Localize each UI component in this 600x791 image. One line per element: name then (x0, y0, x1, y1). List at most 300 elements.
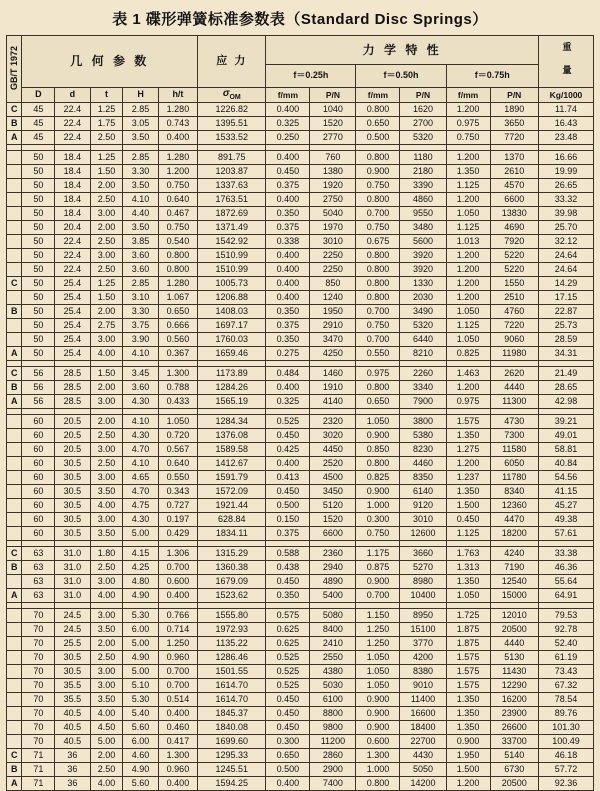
cell-H: 5.10 (123, 679, 158, 693)
cell-h-over-t: 0.960 (158, 763, 198, 777)
cell-H: 6.00 (123, 623, 158, 637)
cell-f-050: 0.700 (356, 333, 400, 347)
cell-d: 40.5 (55, 721, 90, 735)
cell-p-075: 1890 (490, 103, 538, 117)
cell-f-025: 0.400 (266, 249, 310, 263)
class-cell (7, 443, 22, 457)
loadcase-f025: f＝0.25h (266, 65, 356, 87)
cell-h-over-t: 0.567 (158, 443, 198, 457)
cell-p-050: 3010 (400, 513, 446, 527)
cell-f-050: 1.050 (356, 651, 400, 665)
cell-D: 63 (22, 575, 55, 589)
cell-weight: 24.64 (538, 249, 593, 263)
class-cell (7, 707, 22, 721)
cell-h-over-t: 0.666 (158, 319, 198, 333)
cell-H: 3.60 (123, 249, 158, 263)
cell-t: 3.50 (90, 527, 123, 541)
cell-weight: 16.66 (538, 151, 593, 165)
class-cell (7, 485, 22, 499)
class-cell: B (7, 381, 22, 395)
cell-f-025: 0.325 (266, 395, 310, 409)
cell-f-025: 0.350 (266, 333, 310, 347)
cell-t: 4.00 (90, 589, 123, 603)
cell-f-050: 1.250 (356, 637, 400, 651)
cell-f-025: 0.350 (266, 305, 310, 319)
cell-f-025: 0.500 (266, 499, 310, 513)
cell-h-over-t: 1.067 (158, 291, 198, 305)
cell-sigma-om: 1614.70 (198, 693, 266, 707)
cell-h-over-t: 1.280 (158, 277, 198, 291)
cell-D: 50 (22, 165, 55, 179)
cell-weight: 45.27 (538, 499, 593, 513)
cell-p-025: 6100 (310, 693, 356, 707)
cell-p-025: 1970 (310, 221, 356, 235)
cell-p-075: 12540 (490, 575, 538, 589)
cell-D: 50 (22, 235, 55, 249)
cell-H: 4.90 (123, 651, 158, 665)
cell-p-050: 8980 (400, 575, 446, 589)
cell-sigma-om: 1763.51 (198, 193, 266, 207)
cell-D: 70 (22, 665, 55, 679)
cell-D: 63 (22, 589, 55, 603)
col-p-025: P/N (310, 87, 356, 103)
cell-weight: 100.49 (538, 735, 593, 749)
header-row-groups (7, 36, 594, 65)
class-cell: B (7, 117, 22, 131)
cell-sigma-om: 1203.87 (198, 165, 266, 179)
cell-weight: 40.84 (538, 457, 593, 471)
cell-f-075: 1.200 (446, 193, 490, 207)
col-h-over-t: h/t (158, 87, 198, 103)
cell-f-050: 0.975 (356, 367, 400, 381)
cell-p-025: 4380 (310, 665, 356, 679)
cell-sigma-om: 1135.22 (198, 637, 266, 651)
cell-p-075: 4730 (490, 415, 538, 429)
cell-d: 30.5 (55, 513, 90, 527)
class-cell: C (7, 277, 22, 291)
cell-p-050: 4200 (400, 651, 446, 665)
cell-t: 3.50 (90, 623, 123, 637)
cell-t: 1.25 (90, 151, 123, 165)
cell-h-over-t: 0.343 (158, 485, 198, 499)
cell-D: 50 (22, 333, 55, 347)
group-header-mechanics: 力 学 特 性 (266, 36, 539, 65)
class-cell (7, 679, 22, 693)
cell-D: 50 (22, 291, 55, 305)
cell-f-075: 1.237 (446, 471, 490, 485)
cell-f-050: 1.050 (356, 415, 400, 429)
cell-sigma-om: 1760.03 (198, 333, 266, 347)
cell-p-025: 4890 (310, 575, 356, 589)
cell-f-075: 1.575 (446, 651, 490, 665)
cell-d: 40.5 (55, 735, 90, 749)
cell-p-050: 10400 (400, 589, 446, 603)
cell-sigma-om: 1565.19 (198, 395, 266, 409)
table-row (7, 263, 594, 277)
cell-p-025: 4450 (310, 443, 356, 457)
cell-f-075: 1.200 (446, 277, 490, 291)
cell-h-over-t: 0.467 (158, 207, 198, 221)
cell-weight: 22.87 (538, 305, 593, 319)
cell-sigma-om: 1226.82 (198, 103, 266, 117)
cell-f-075: 1.125 (446, 179, 490, 193)
cell-H: 4.10 (123, 193, 158, 207)
cell-d: 25.4 (55, 333, 90, 347)
cell-f-025: 0.275 (266, 347, 310, 361)
cell-H: 5.30 (123, 609, 158, 623)
cell-weight: 67.32 (538, 679, 593, 693)
cell-D: 70 (22, 637, 55, 651)
table-row (7, 221, 594, 235)
cell-D: 50 (22, 277, 55, 291)
cell-p-075: 11780 (490, 471, 538, 485)
cell-f-025: 0.588 (266, 547, 310, 561)
cell-p-075: 6730 (490, 763, 538, 777)
cell-p-075: 12290 (490, 679, 538, 693)
cell-sigma-om: 1510.99 (198, 249, 266, 263)
cell-t: 3.00 (90, 679, 123, 693)
cell-p-050: 5050 (400, 763, 446, 777)
cell-f-025: 0.450 (266, 707, 310, 721)
cell-sigma-om: 1315.29 (198, 547, 266, 561)
cell-f-050: 0.650 (356, 395, 400, 409)
cell-p-075: 6050 (490, 457, 538, 471)
col-f-050: f/mm (356, 87, 400, 103)
cell-weight: 54.56 (538, 471, 593, 485)
cell-f-025: 0.484 (266, 367, 310, 381)
cell-f-025: 0.575 (266, 609, 310, 623)
cell-f-075: 1.350 (446, 575, 490, 589)
cell-p-075: 33700 (490, 735, 538, 749)
cell-p-075: 5220 (490, 263, 538, 277)
cell-D: 71 (22, 777, 55, 791)
cell-f-050: 1.000 (356, 499, 400, 513)
cell-D: 70 (22, 707, 55, 721)
cell-H: 2.85 (123, 151, 158, 165)
standard-label: GB/T 1972 (8, 45, 19, 90)
cell-f-075: 1.763 (446, 547, 490, 561)
cell-p-025: 1520 (310, 117, 356, 131)
cell-h-over-t: 0.400 (158, 707, 198, 721)
cell-D: 60 (22, 513, 55, 527)
cell-H: 5.30 (123, 693, 158, 707)
cell-p-050: 5320 (400, 319, 446, 333)
cell-f-025: 0.400 (266, 193, 310, 207)
cell-f-075: 1.350 (446, 429, 490, 443)
cell-D: 60 (22, 443, 55, 457)
cell-H: 5.00 (123, 527, 158, 541)
cell-d: 25.4 (55, 305, 90, 319)
cell-p-025: 5400 (310, 589, 356, 603)
cell-weight: 34.31 (538, 347, 593, 361)
class-cell (7, 735, 22, 749)
cell-f-025: 0.450 (266, 165, 310, 179)
cell-p-075: 1550 (490, 277, 538, 291)
cell-f-050: 1.000 (356, 763, 400, 777)
class-cell: B (7, 763, 22, 777)
cell-H: 5.00 (123, 665, 158, 679)
cell-f-075: 1.575 (446, 665, 490, 679)
cell-p-050: 3920 (400, 249, 446, 263)
cell-p-050: 5600 (400, 235, 446, 249)
cell-weight: 26.65 (538, 179, 593, 193)
cell-d: 18.4 (55, 193, 90, 207)
cell-t: 5.00 (90, 735, 123, 749)
cell-f-025: 0.400 (266, 381, 310, 395)
cell-f-050: 0.800 (356, 277, 400, 291)
cell-f-025: 0.625 (266, 623, 310, 637)
header-row-columns (7, 87, 594, 103)
cell-p-075: 12360 (490, 499, 538, 513)
cell-p-050: 4860 (400, 193, 446, 207)
cell-h-over-t: 1.200 (158, 165, 198, 179)
cell-p-075: 15000 (490, 589, 538, 603)
cell-p-050: 11400 (400, 693, 446, 707)
cell-f-025: 0.325 (266, 117, 310, 131)
class-cell: B (7, 561, 22, 575)
cell-h-over-t: 0.750 (158, 221, 198, 235)
cell-H: 2.85 (123, 103, 158, 117)
cell-p-075: 7720 (490, 131, 538, 145)
cell-p-050: 3800 (400, 415, 446, 429)
cell-h-over-t: 1.050 (158, 415, 198, 429)
cell-weight: 46.18 (538, 749, 593, 763)
cell-sigma-om: 1337.63 (198, 179, 266, 193)
table-row (7, 527, 594, 541)
cell-weight: 28.65 (538, 381, 593, 395)
cell-H: 3.10 (123, 291, 158, 305)
class-cell (7, 665, 22, 679)
cell-d: 24.5 (55, 623, 90, 637)
cell-p-050: 5270 (400, 561, 446, 575)
cell-f-075: 1.200 (446, 263, 490, 277)
cell-weight: 92.36 (538, 777, 593, 791)
cell-f-025: 0.400 (266, 263, 310, 277)
cell-D: 70 (22, 693, 55, 707)
cell-p-050: 1330 (400, 277, 446, 291)
table-row (7, 193, 594, 207)
table-row (7, 367, 594, 381)
cell-t: 2.00 (90, 415, 123, 429)
cell-p-075: 20500 (490, 623, 538, 637)
cell-d: 31.0 (55, 589, 90, 603)
cell-p-050: 8230 (400, 443, 446, 457)
cell-d: 22.4 (55, 249, 90, 263)
cell-d: 30.5 (55, 665, 90, 679)
cell-h-over-t: 1.280 (158, 103, 198, 117)
cell-t: 2.50 (90, 429, 123, 443)
cell-p-050: 12600 (400, 527, 446, 541)
cell-t: 3.00 (90, 249, 123, 263)
cell-p-050: 9550 (400, 207, 446, 221)
col-D: D (22, 87, 55, 103)
cell-H: 4.75 (123, 499, 158, 513)
cell-t: 4.50 (90, 721, 123, 735)
cell-D: 50 (22, 249, 55, 263)
cell-f-050: 0.825 (356, 471, 400, 485)
table-row (7, 735, 594, 749)
table-row (7, 249, 594, 263)
cell-p-050: 5380 (400, 429, 446, 443)
cell-f-050: 0.750 (356, 221, 400, 235)
cell-p-025: 7400 (310, 777, 356, 791)
cell-f-025: 0.350 (266, 207, 310, 221)
cell-h-over-t: 0.400 (158, 777, 198, 791)
cell-h-over-t: 0.650 (158, 305, 198, 319)
col-d: d (55, 87, 90, 103)
cell-d: 22.4 (55, 117, 90, 131)
cell-f-025: 0.450 (266, 693, 310, 707)
cell-d: 18.4 (55, 179, 90, 193)
cell-p-025: 2320 (310, 415, 356, 429)
table-row (7, 623, 594, 637)
cell-D: 70 (22, 721, 55, 735)
cell-t: 1.50 (90, 367, 123, 381)
class-cell (7, 221, 22, 235)
class-cell (7, 151, 22, 165)
cell-d: 30.5 (55, 471, 90, 485)
cell-sigma-om: 1206.88 (198, 291, 266, 305)
cell-d: 18.4 (55, 165, 90, 179)
cell-t: 3.50 (90, 485, 123, 499)
table-row (7, 165, 594, 179)
class-cell (7, 193, 22, 207)
col-p-050: P/N (400, 87, 446, 103)
cell-sigma-om: 1840.08 (198, 721, 266, 735)
cell-d: 30.5 (55, 527, 90, 541)
cell-sigma-om: 1572.09 (198, 485, 266, 499)
cell-d: 31.0 (55, 575, 90, 589)
cell-weight: 101.30 (538, 721, 593, 735)
cell-D: 60 (22, 527, 55, 541)
table-row (7, 485, 594, 499)
table-row (7, 305, 594, 319)
cell-f-075: 1.350 (446, 693, 490, 707)
cell-t: 1.50 (90, 165, 123, 179)
class-cell (7, 429, 22, 443)
cell-t: 3.00 (90, 207, 123, 221)
cell-f-025: 0.250 (266, 131, 310, 145)
cell-f-075: 1.200 (446, 777, 490, 791)
cell-d: 22.4 (55, 131, 90, 145)
cell-h-over-t: 0.429 (158, 527, 198, 541)
cell-D: 50 (22, 305, 55, 319)
cell-f-075: 0.750 (446, 131, 490, 145)
cell-h-over-t: 0.800 (158, 263, 198, 277)
cell-f-025: 0.450 (266, 485, 310, 499)
table-row (7, 499, 594, 513)
table-row (7, 763, 594, 777)
table-row (7, 277, 594, 291)
cell-f-075: 1.050 (446, 333, 490, 347)
table-row (7, 429, 594, 443)
group-header-weight-label: 重 量 (561, 42, 572, 76)
table-row (7, 513, 594, 527)
cell-f-075: 1.013 (446, 235, 490, 249)
cell-t: 2.00 (90, 305, 123, 319)
table-row (7, 347, 594, 361)
cell-f-050: 0.900 (356, 429, 400, 443)
cell-t: 2.50 (90, 651, 123, 665)
cell-f-025: 0.150 (266, 513, 310, 527)
cell-p-075: 2620 (490, 367, 538, 381)
class-cell (7, 637, 22, 651)
class-cell (7, 333, 22, 347)
cell-f-050: 0.900 (356, 721, 400, 735)
cell-p-075: 11980 (490, 347, 538, 361)
cell-d: 20.5 (55, 443, 90, 457)
cell-f-050: 0.300 (356, 513, 400, 527)
cell-t: 2.00 (90, 221, 123, 235)
table-row (7, 443, 594, 457)
class-cell: C (7, 749, 22, 763)
cell-weight: 21.49 (538, 367, 593, 381)
cell-p-025: 1240 (310, 291, 356, 305)
cell-t: 2.50 (90, 131, 123, 145)
cell-t: 2.75 (90, 319, 123, 333)
cell-h-over-t: 0.197 (158, 513, 198, 527)
cell-p-025: 850 (310, 277, 356, 291)
cell-f-050: 0.750 (356, 179, 400, 193)
cell-p-025: 760 (310, 151, 356, 165)
cell-p-075: 7220 (490, 319, 538, 333)
cell-h-over-t: 0.417 (158, 735, 198, 749)
table-row (7, 637, 594, 651)
page-title: 表 1 碟形弹簧标准参数表（Standard Disc Springs） (112, 11, 488, 28)
col-t: t (90, 87, 123, 103)
col-weight-unit: Kg/1000 (538, 87, 593, 103)
cell-H: 4.60 (123, 749, 158, 763)
cell-h-over-t: 0.550 (158, 471, 198, 485)
cell-H: 4.15 (123, 547, 158, 561)
cell-p-025: 1460 (310, 367, 356, 381)
cell-t: 2.50 (90, 193, 123, 207)
cell-p-025: 5040 (310, 207, 356, 221)
cell-D: 45 (22, 103, 55, 117)
cell-p-025: 5120 (310, 499, 356, 513)
cell-d: 22.4 (55, 263, 90, 277)
cell-f-075: 0.975 (446, 117, 490, 131)
cell-f-075: 1.200 (446, 381, 490, 395)
cell-H: 6.00 (123, 735, 158, 749)
cell-p-075: 20500 (490, 777, 538, 791)
cell-d: 35.5 (55, 693, 90, 707)
cell-p-025: 2750 (310, 193, 356, 207)
cell-p-025: 4500 (310, 471, 356, 485)
cell-weight: 39.98 (538, 207, 593, 221)
table-header (7, 36, 594, 103)
cell-D: 56 (22, 367, 55, 381)
class-cell: A (7, 131, 22, 145)
cell-f-025: 0.350 (266, 589, 310, 603)
cell-f-075: 1.350 (446, 165, 490, 179)
cell-d: 30.5 (55, 485, 90, 499)
cell-f-025: 0.400 (266, 777, 310, 791)
cell-d: 25.5 (55, 637, 90, 651)
cell-f-025: 0.450 (266, 721, 310, 735)
table-row (7, 395, 594, 409)
cell-f-025: 0.375 (266, 221, 310, 235)
cell-d: 25.4 (55, 347, 90, 361)
cell-p-025: 3470 (310, 333, 356, 347)
cell-f-075: 1.350 (446, 707, 490, 721)
cell-H: 3.05 (123, 117, 158, 131)
cell-d: 31.0 (55, 547, 90, 561)
cell-D: 70 (22, 609, 55, 623)
cell-weight: 41.15 (538, 485, 593, 499)
table-row (7, 665, 594, 679)
cell-H: 3.30 (123, 165, 158, 179)
